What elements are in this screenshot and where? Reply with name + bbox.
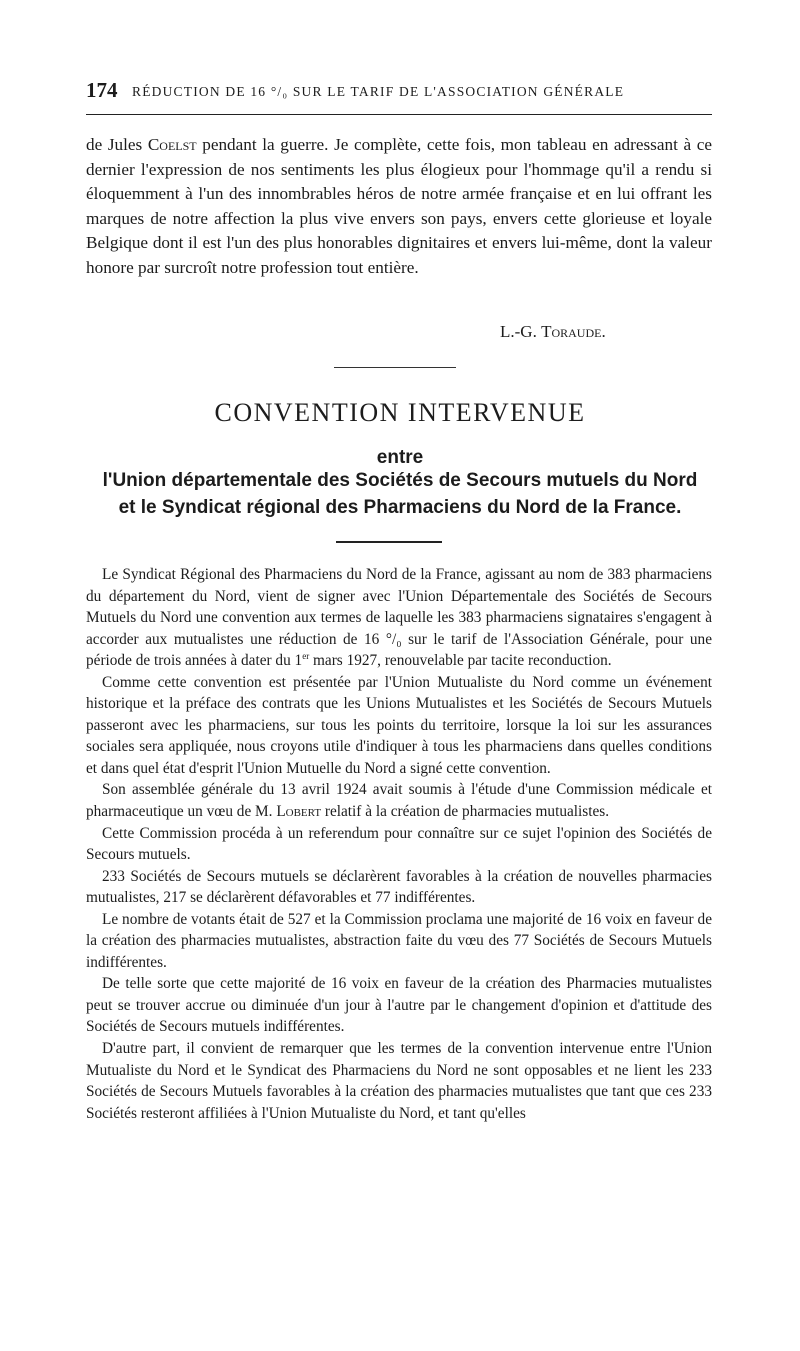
header-rule	[86, 114, 712, 115]
section-divider-rule	[334, 367, 456, 368]
title-underline-rule	[336, 541, 442, 543]
intro-paragraph	[86, 133, 712, 280]
intro-text-a: de Jules	[86, 135, 148, 154]
body-paragraph-7: De telle sorte que cette majorité de 16 voix en faveur de la création des Pharmacies mutualistes peut se trouver accrue ou diminuée d'un jour à l'autre par le changement d'opinion et d'attitude des Sociétés de Secours mutuels indifférentes.	[86, 975, 712, 1036]
body-paragraph-4: Cette Commission procéda à un referendum pour connaître sur ce sujet l'opinion des Sociétés de Secours mutuels.	[86, 824, 712, 864]
signature-initials: L.-G.	[500, 322, 542, 341]
body-p1-text-a: Le Syndicat Régional des Pharmaciens du Nord de la France, agissant au nom de 383 pharmaciens du département du Nord, vient de signer avec l'Union Départementale des Sociétés de Secours Mutuels du Nord une convention aux termes de laquelle les 383 pharmaciens signataires s'engagent à accorder aux mutualistes une réduction de 16 °/₀ sur le tarif de l'Association Générale, pour une période de trois années à dater du 1	[86, 566, 712, 670]
body-p3-text-b: relatif à la création de pharmacies mutualistes.	[321, 803, 610, 821]
convention-body	[86, 564, 712, 1124]
page-number: 174	[86, 78, 118, 102]
body-paragraph-8: D'autre part, il convient de remarquer que les termes de la convention intervenue entre l'Union Mutualiste du Nord et le Syndicat des Pharmaciens du Nord ne sont opposables et ne lient les 233 Sociétés de Secours Mutuels favorables à la création des pharmacies mutualistes que tant que ces 233 Sociétés resteront affiliées à l'Union Mutualiste du Nord, et tant qu'elles	[86, 1040, 712, 1122]
body-p3-text-a: Son assemblée générale du 13 avril 1924 avait soumis à l'étude d'une Commission médicale et pharmaceutique un vœu de M.	[86, 781, 712, 821]
running-head	[86, 76, 712, 108]
intro-text-b: pendant la guerre. Je complète, cette fois, mon tableau en adressant à ce dernier l'expression de nos sentiments les plus élogieux pour l'hommage qu'il a rendu si éloquemment à l'un des innombrables héros de notre armée française et en lui offrant les marques de notre affection la plus vive envers son pays, envers cette glorieuse et loyale Belgique dont il est l'un des plus honorables dignitaires et envers lui-même, dont la valeur honore par surcroît notre profession tout entière.	[86, 135, 712, 277]
body-p3-name: Lobert	[276, 803, 322, 821]
body-paragraph-2: Comme cette convention est présentée par l'Union Mutualiste du Nord comme un événement historique et la préface des contrats que les Unions Mutualistes et les Sociétés de Secours Mutuels passeront avec les pharmaciens, sur tous les points du territoire, lorsque la loi sur les assurances sociales sera appliquée, nous croyons utile d'indiquer à tous les pharmaciens dans quelles conditions et dans quel état d'esprit l'Union Mutuelle du Nord a signé cette convention.	[86, 673, 712, 777]
intro-name-coelst: Coelst	[147, 135, 197, 154]
body-paragraph-6: Le nombre de votants était de 527 et la Commission proclama une majorité de 16 voix en faveur de la création des pharmacies mutualistes, abstraction faite du vœu des 77 Sociétés de Secours Mutuels indifférentes.	[86, 910, 712, 971]
body-p1-sup: er	[302, 651, 310, 662]
signature	[500, 322, 606, 342]
signature-name: Toraude.	[541, 322, 606, 341]
convention-entre: entre	[376, 447, 424, 468]
body-p1-text-b: mars 1927, renouvelable par tacite reconduction.	[309, 652, 612, 670]
convention-title: CONVENTION INTERVENUE	[214, 398, 586, 427]
body-paragraph-3	[86, 779, 712, 822]
running-title: RÉDUCTION DE 16 °/₀ SUR LE TARIF DE L'ASSOCIATION GÉNÉRALE	[132, 84, 625, 99]
convention-subtitle-2: et le Syndicat régional des Pharmaciens du Nord de la France.	[118, 497, 682, 518]
convention-subtitle-1: l'Union départementale des Sociétés de Secours mutuels du Nord	[102, 470, 698, 491]
body-paragraph-1	[86, 564, 712, 672]
body-paragraph-5: 233 Sociétés de Secours mutuels se déclarèrent favorables à la création de nouvelles pharmacies mutualistes, 217 se déclarèrent défavorables et 77 indifférentes.	[86, 867, 712, 907]
